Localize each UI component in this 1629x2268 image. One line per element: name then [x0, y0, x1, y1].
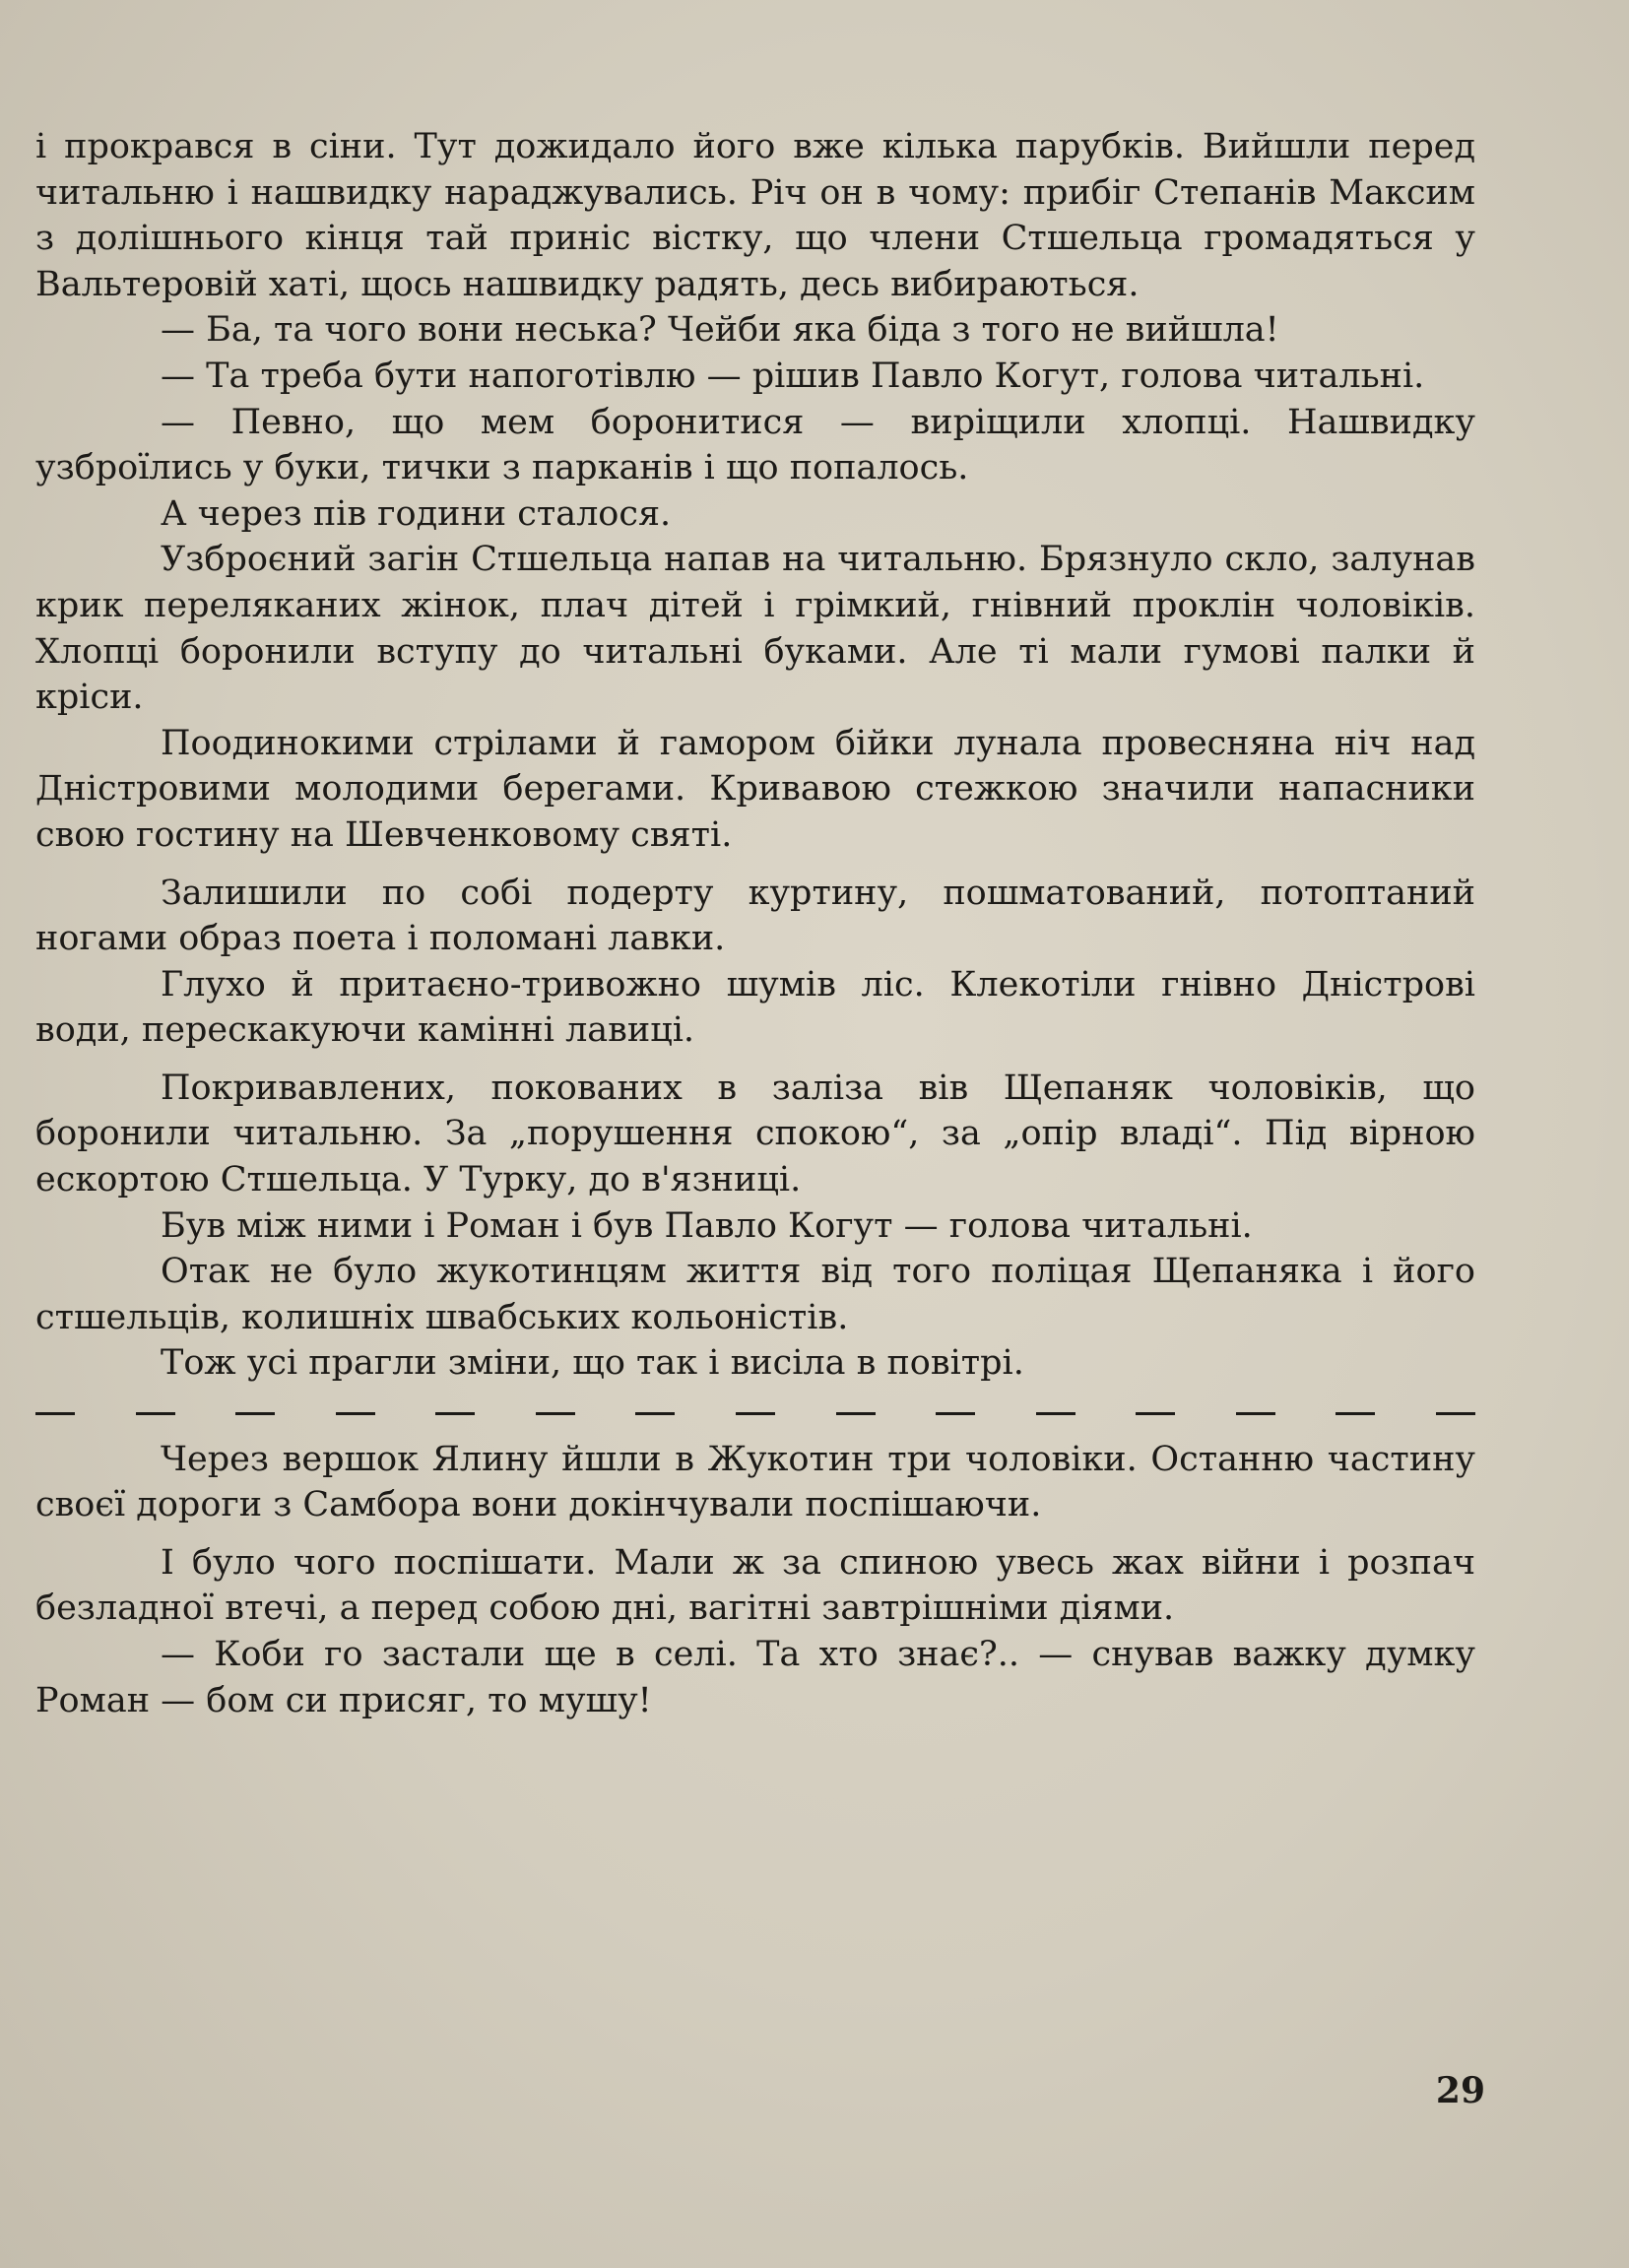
page-number: 29 [1435, 2070, 1485, 2111]
paragraph: І було чого поспішати. Мали ж за спиною увесь жах війни і розпач безладної втечі, а перед собою дні, вагітні завтрішніми діями. [35, 1542, 1475, 1629]
paragraph: Залишили по собі подерту куртину, пошматований, потоптаний ногами образ поета і поломані лавки. [35, 873, 1475, 959]
paragraph: Отак не було жукотинцям життя від того поліцая Щепаняка і його стшельців, колишніх швабських кольоністів. [35, 1252, 1475, 1337]
section-separator [35, 1391, 1475, 1437]
paragraph: і прокрався в сіни. Тут дожидало його вже кілька парубків. Вийшли перед читальню і нашвидку нараджувались. Річ он в чому: прибіг Степанів Максим з долішнього кінця тай приніс вістку, що члени Стшельца громадяться у Вальтеровій хаті, щось нашвидку радять, десь вибираються. [35, 127, 1475, 304]
paragraph: — Певно, що мем боронитися — виріщили хлопці. Нашвидку узброїлись у буки, тички з парканів і що попалось. [35, 402, 1475, 488]
paragraph: Глухо й притаєно-тривожно шумів ліс. Клекотіли гнівно Дністрові води, перескакуючи камінні лавиці. [35, 964, 1475, 1051]
paragraph: Поодинокими стрілами й гамором бійки лунала провесняна ніч над Дністровими молодими берегами. Кривавою стежкою значили напасники свою гостину на Шевченковому святі. [35, 723, 1475, 855]
paragraph: Був між ними і Роман і був Павло Когут — голова читальні. [161, 1205, 1253, 1246]
paragraph: — Коби го застали ще в селі. Та хто знає?.. — снував важку думку Роман — бом си присяг, то мушу! [35, 1635, 1475, 1720]
paragraph: А через пів години сталося. [161, 493, 672, 534]
paragraph: Узброєний загін Стшельца напав на читальню. Брязнуло скло, залунав крик переляканих жінок, плач дітей і грімкий, гнівний проклін чоловіків. Хлопці боронили вступу до читальні буками. Але ті мали гумові палки й кріси. [35, 540, 1475, 718]
paragraph: — Ба, та чого вони неська? Чейби яка біда з того не вийшла! [161, 310, 1279, 351]
paragraph: Покривавлених, покованих в заліза вів Щепаняк чоловіків, що боронили читальню. За „порушення спокою“, за „опір владі“. Під вірною ескортою Стшельца. У Турку, до в'язниці. [35, 1068, 1475, 1200]
paragraph: Через вершок Ялину йшли в Жукотин три чоловіки. Останню частину своєї дороги з Самбора вони докінчували поспішаючи. [35, 1439, 1475, 1525]
paragraph: Тож усі прагли зміни, що так і висіла в повітрі. [161, 1343, 1024, 1384]
page-text [35, 124, 1475, 1723]
paragraph: — Та треба бути напоготівлю — рішив Павло Когут, голова читальні. [161, 356, 1425, 396]
